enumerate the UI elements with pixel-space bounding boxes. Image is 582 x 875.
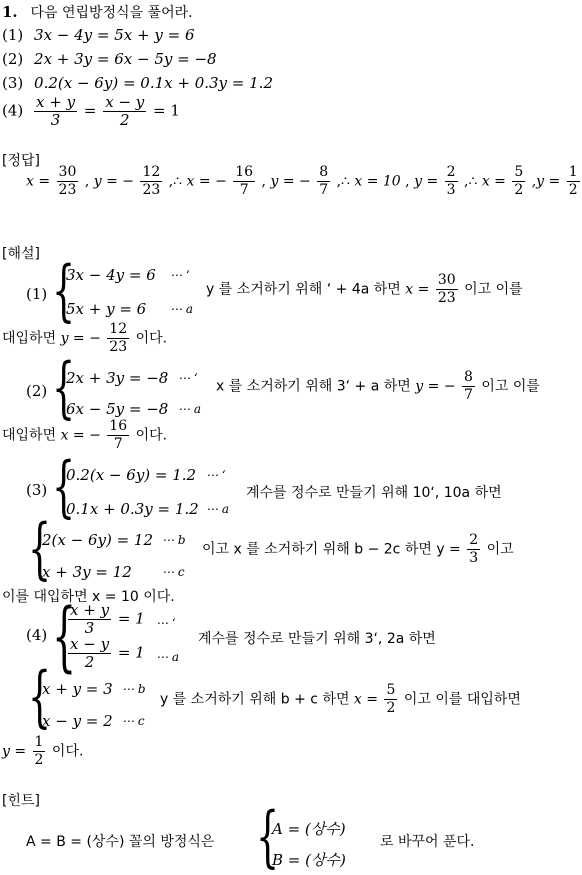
left-brace: { — [52, 349, 76, 426]
item-expr: 3x − 4y = 5x + y = 6 — [34, 26, 195, 44]
fraction: $\frac{5}{2}$ — [514, 164, 524, 198]
solution-4-line2: y 를 소거하기 위해 b + c 하면 x = $\frac{5}{2}$ 이고 이를 대입하면 — [160, 682, 521, 716]
solution-2-line1: x 를 소거하기 위해 3‘ + a 하면 y = − $\frac{8}{7}$ 이고 이를 — [216, 369, 540, 403]
item-label: (1) — [2, 26, 24, 44]
item-expr: 2x + 3y = 6x − 5y = −8 — [34, 50, 217, 68]
problem-item-4: (4) $\frac{x + y}{3}$ = $\frac{x - y}{2}$ = 1 — [2, 93, 180, 129]
left-brace: { — [256, 798, 280, 875]
fraction: $\frac{x - y}{2}$ — [70, 635, 110, 671]
left-brace: { — [52, 252, 76, 329]
problem-item-2 — [2, 50, 217, 68]
fraction: $\frac{12}{23}$ — [109, 321, 128, 355]
hint-heading: [힌트] — [2, 793, 40, 809]
fraction: $\frac{2}{3}$ — [446, 164, 456, 198]
item-label: (2) — [2, 50, 24, 68]
solution-1-line1: y 를 소거하기 위해 ‘ + 4a 하면 x = $\frac{30}{23}$ 이고 이를 — [206, 272, 523, 306]
fraction: $\frac{30}{23}$ — [58, 164, 77, 198]
solution-4-line1: 계수를 정수로 만들기 위해 3‘, 2a 하면 — [198, 631, 436, 647]
left-brace: { — [52, 448, 76, 525]
left-brace: { — [52, 591, 77, 680]
solution-3-line2: 이고 x 를 소거하기 위해 b − 2c 하면 y = $\frac{2}{3}$ 이고 — [202, 532, 514, 566]
fraction: $\frac{30}{23}$ — [437, 272, 456, 306]
fraction: $\frac{16}{7}$ — [109, 418, 128, 452]
fraction: $\frac{1}{2}$ — [34, 734, 44, 768]
item-expr: 0.2(x − 6y) = 0.1x + 0.3y = 1.2 — [34, 74, 273, 92]
solution-4-line3: y = $\frac{1}{2}$ 이다. — [2, 734, 84, 768]
solution-heading: [해설] — [2, 246, 40, 262]
fraction: $\frac{x - y}{2}$ — [105, 93, 145, 129]
solution-1-label: (1) — [26, 285, 48, 303]
solution-2-line2: 대입하면 x = − $\frac{16}{7}$ 이다. — [2, 418, 168, 452]
fraction: $\frac{12}{23}$ — [142, 164, 161, 198]
fraction: $\frac{16}{7}$ — [235, 164, 254, 198]
problem-header — [2, 2, 193, 22]
left-brace: { — [28, 510, 52, 587]
fraction: $\frac{1}{2}$ — [568, 164, 578, 198]
solution-4-label: (4) — [26, 626, 48, 644]
problem-item-3 — [2, 74, 273, 92]
solution-3-label: (3) — [26, 481, 48, 499]
solution-3-line1: 계수를 정수로 만들기 위해 10‘, 10a 하면 — [246, 485, 502, 501]
hint-lead: A = B = (상수) 꼴의 방정식은 — [26, 834, 215, 850]
solution-2-label: (2) — [26, 382, 48, 400]
fraction: $\frac{x + y}{3}$ — [36, 93, 76, 129]
fraction: $\frac{8}{7}$ — [319, 164, 329, 198]
fraction: $\frac{x + y}{3}$ — [70, 601, 110, 637]
problem-item-1 — [2, 26, 195, 44]
solution-3-line3: 이를 대입하면 x = 10 이다. — [2, 589, 175, 605]
fraction: $\frac{5}{2}$ — [386, 682, 396, 716]
problem-instruction: 다음 연립방정식을 풀어라. — [30, 5, 193, 21]
fraction: $\frac{8}{7}$ — [464, 369, 473, 403]
fraction: $\frac{2}{3}$ — [469, 532, 479, 566]
hint-tail: 로 바꾸어 푼다. — [380, 834, 475, 850]
item-label: (4) — [2, 101, 24, 120]
item-label: (3) — [2, 74, 24, 92]
problem-number: 1. — [2, 3, 18, 21]
left-brace: { — [28, 658, 52, 735]
answer-heading: [정답] — [2, 153, 40, 169]
solution-1-line2: 대입하면 y = − $\frac{12}{23}$ 이다. — [2, 321, 168, 355]
answer-line: x = $\frac{30}{23}$ , y = − $\frac{12}{23}$ ,∴ x = − $\frac{16}{7}$ , y = − $\frac{8}{7}$ ,∴ x = 10 , y = $\frac{2}{3}$ ,∴ x = $\frac{5}{2}$ ,y = $\frac{1}{2}$ — [26, 164, 578, 198]
